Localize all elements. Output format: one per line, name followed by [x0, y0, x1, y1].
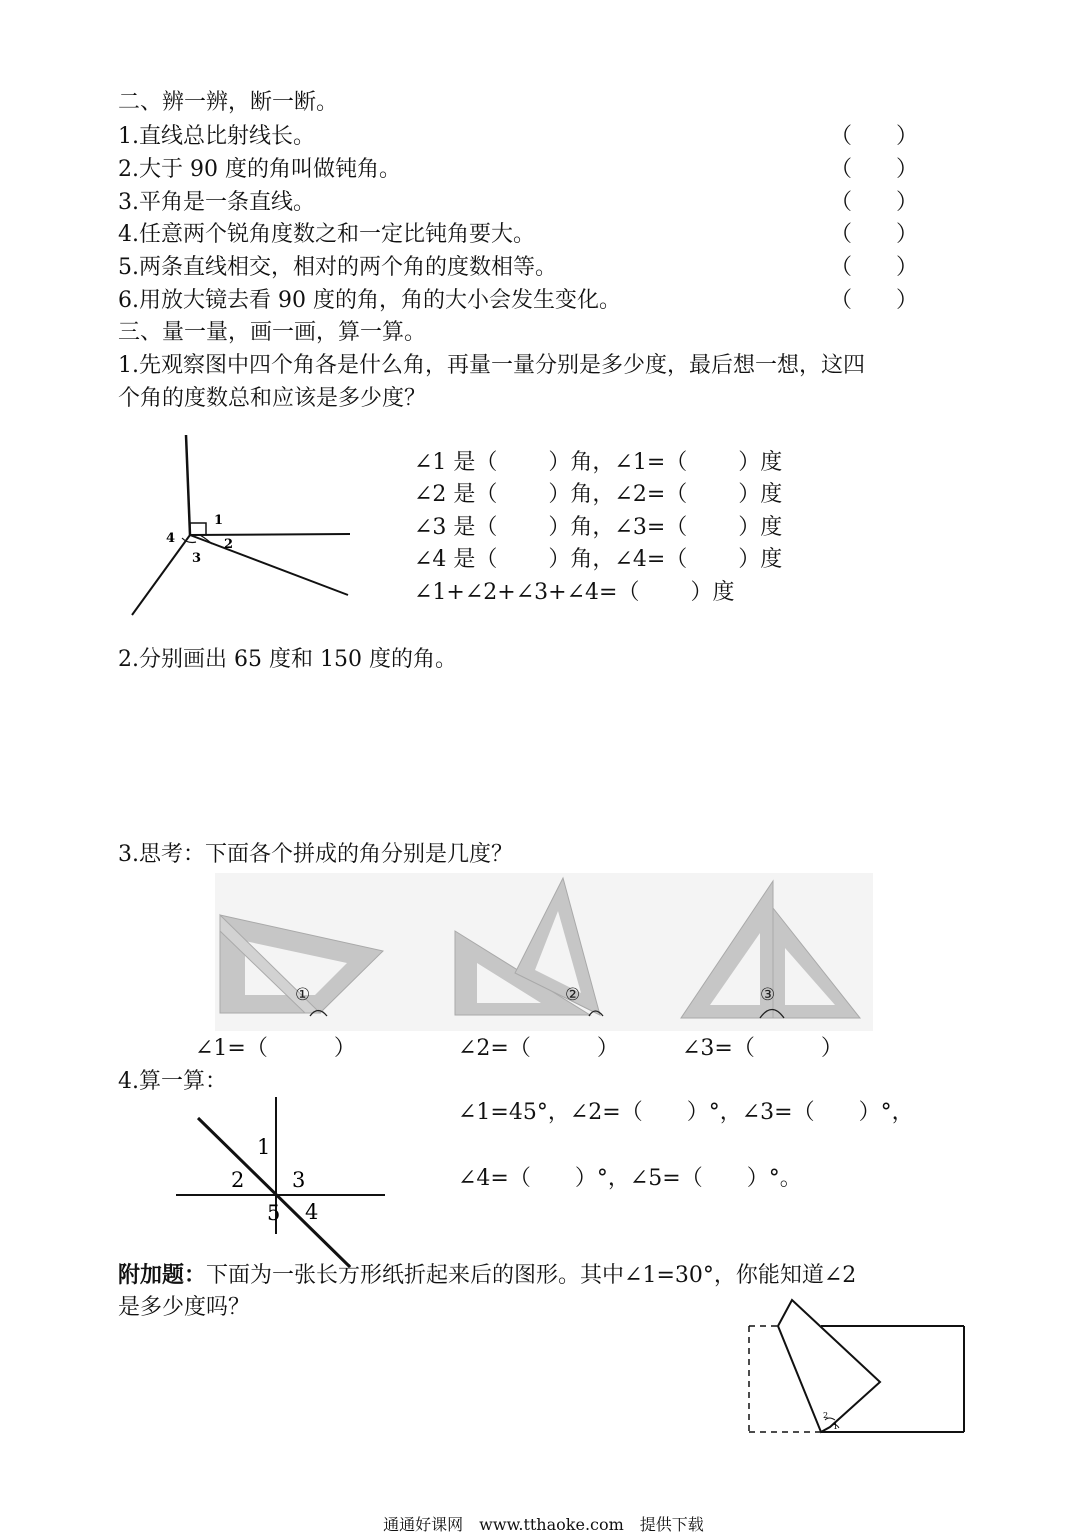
q1-line2: 个角的度数总和应该是多少度？ — [118, 386, 427, 411]
judge-item-3: 3.平角是一条直线。 — [118, 190, 315, 215]
q3-answer-3[interactable]: ∠3=（ ） — [682, 1036, 843, 1061]
q1-answer-1[interactable]: ∠1 是（ ）角，∠1=（ ）度 — [414, 450, 783, 475]
judge-blank-3[interactable]: （ ） — [830, 190, 919, 215]
q4-label-1: 1 — [257, 1135, 271, 1159]
judge-item-6: 6.用放大镜去看 90 度的角，角的大小会发生变化。 — [118, 288, 621, 313]
q3-mark-2: ② — [565, 985, 581, 1005]
q4-line1[interactable]: ∠1=45°，∠2=（ ）°，∠3=（ ）°， — [458, 1100, 914, 1125]
judge-item-5: 5.两条直线相交，相对的两个角的度数相等。 — [118, 255, 557, 280]
judge-blank-1[interactable]: （ ） — [830, 124, 919, 149]
q3-text: 3.思考：下面各个拼成的角分别是几度？ — [118, 842, 513, 867]
q3-mark-1: ① — [295, 985, 311, 1005]
q3-mark-3: ③ — [760, 985, 776, 1005]
judge-blank-4[interactable]: （ ） — [830, 222, 919, 247]
q1-label-1: 1 — [214, 513, 224, 528]
q4-label-5: 5 — [267, 1201, 281, 1225]
q1-answer-2[interactable]: ∠2 是（ ）角，∠2=（ ）度 — [414, 482, 783, 507]
q1-answer-4[interactable]: ∠4 是（ ）角，∠4=（ ）度 — [414, 547, 783, 572]
section2-title: 二、辨一辨，断一断。 — [118, 90, 339, 115]
q1-answer-3[interactable]: ∠3 是（ ）角，∠3=（ ）度 — [414, 515, 783, 540]
q1-label-2: 2 — [224, 537, 234, 552]
q2-text: 2.分别画出 65 度和 150 度的角。 — [118, 647, 457, 672]
intersecting-lines-figure — [170, 1092, 390, 1272]
q1-label-4: 4 — [166, 531, 176, 546]
judge-item-1: 1.直线总比射线长。 — [118, 124, 315, 149]
q4-label-4: 4 — [305, 1200, 319, 1224]
judge-blank-2[interactable]: （ ） — [830, 157, 919, 182]
bonus-line1: 下面为一张长方形纸折起来后的图形。其中∠1=30°，你能知道∠2 — [206, 1263, 857, 1288]
q3-answer-1[interactable]: ∠1=（ ） — [195, 1036, 356, 1061]
q3-answer-2[interactable]: ∠2=（ ） — [458, 1036, 619, 1061]
judge-item-4: 4.任意两个锐角度数之和一定比钝角要大。 — [118, 222, 535, 247]
section3-title: 三、量一量，画一画，算一算。 — [118, 320, 427, 345]
q1-answer-sum[interactable]: ∠1+∠2+∠3+∠4=（ ）度 — [414, 580, 735, 605]
judge-item-2: 2.大于 90 度的角叫做钝角。 — [118, 157, 401, 182]
q1-label-3: 3 — [192, 551, 202, 566]
q4-text: 4.算一算： — [118, 1069, 227, 1094]
bonus-label: 附加题： — [118, 1262, 207, 1288]
bonus-label-1: 1 — [833, 1422, 839, 1431]
bonus-line1-wrap — [118, 1260, 856, 1291]
q1-line1: 1.先观察图中四个角各是什么角，再量一量分别是多少度，最后想一想，这四 — [118, 353, 865, 378]
q4-label-2: 2 — [231, 1168, 245, 1192]
bonus-line2: 是多少度吗？ — [118, 1295, 251, 1320]
folded-paper-figure — [745, 1298, 970, 1438]
bonus-label-2: 2 — [823, 1411, 829, 1420]
four-angles-figure — [120, 430, 360, 620]
set-square-figure — [215, 873, 873, 1031]
q4-label-3: 3 — [292, 1168, 306, 1192]
judge-blank-5[interactable]: （ ） — [830, 255, 919, 280]
page-footer: 通通好课网 www.tthaoke.com 提供下载 — [383, 1515, 704, 1534]
judge-blank-6[interactable]: （ ） — [830, 288, 919, 313]
q4-line2[interactable]: ∠4=（ ）°，∠5=（ ）°。 — [458, 1166, 802, 1191]
